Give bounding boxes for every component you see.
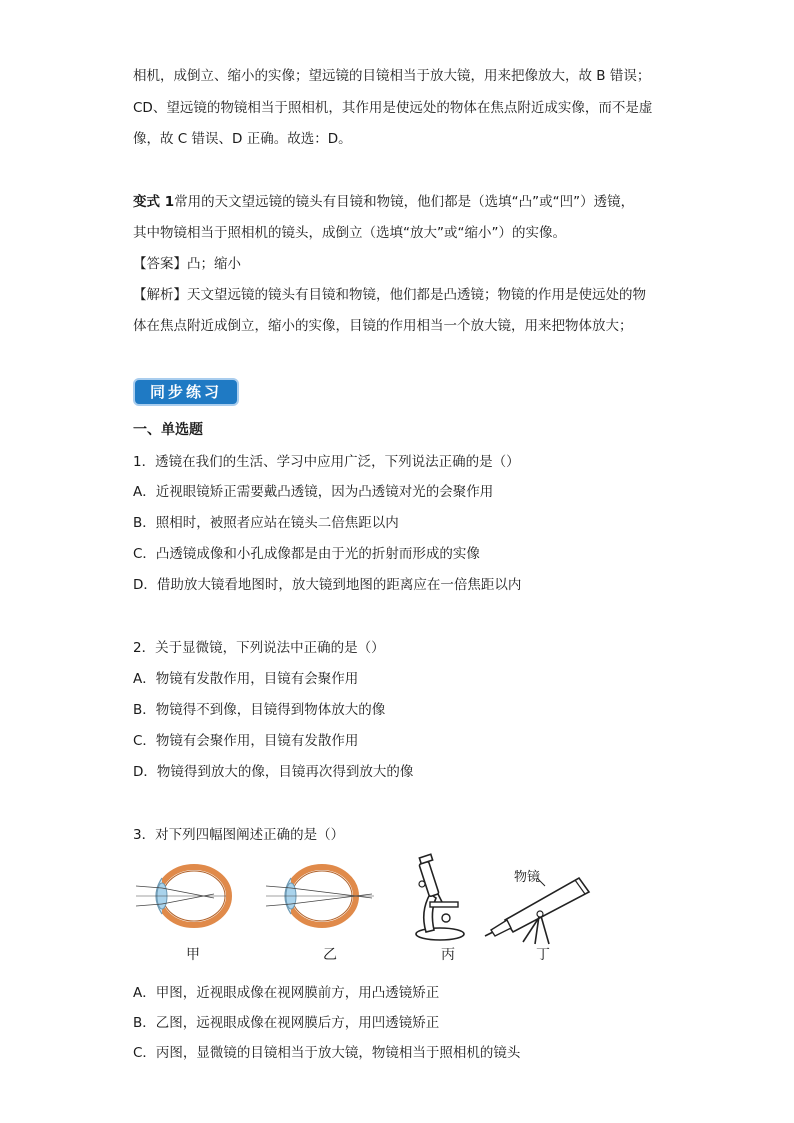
q2-stem: 2．关于显微镜，下列说法中正确的是（） xyxy=(133,640,385,656)
answer-label: 【答案】 xyxy=(133,256,187,272)
variant-line-1 xyxy=(133,192,634,212)
fig-label-jia: 甲 xyxy=(186,947,200,963)
answer-line xyxy=(133,254,241,274)
telescope-icon xyxy=(483,860,603,950)
q2-option-d: D．物镜得到放大的像，目镜再次得到放大的像 xyxy=(133,764,414,780)
q3-stem: 3．对下列四幅图阐述正确的是（） xyxy=(133,827,345,843)
q2-option-a: A．物镜有发散作用，目镜有会聚作用 xyxy=(133,671,359,687)
analysis-label: 【解析】 xyxy=(133,287,187,303)
q2-option-b: B．物镜得不到像，目镜得到物体放大的像 xyxy=(133,702,386,718)
analysis-text-1: 天文望远镜的镜头有目镜和物镜，他们都是凸透镜；物镜的作用是使远处的物 xyxy=(187,287,646,303)
eye-figure-jia xyxy=(136,858,236,938)
objective-lens-label: 物镜 xyxy=(514,870,541,885)
q3-option-a: A．甲图，近视眼成像在视网膜前方，用凸透镜矫正 xyxy=(133,985,440,1001)
fig-label-yi: 乙 xyxy=(323,947,337,963)
variant-label: 变式 1 xyxy=(133,194,175,210)
eye-figure-yi xyxy=(266,858,376,938)
fig-label-ding: 丁 xyxy=(536,947,550,963)
solution-line-1: 相机，成倒立、缩小的实像；望远镜的目镜相当于放大镜，用来把像放大，故 B 错误； xyxy=(133,68,651,84)
q1-stem: 1．透镜在我们的生活、学习中应用广泛，下列说法正确的是（） xyxy=(133,454,520,470)
section-title: 一、单选题 xyxy=(133,422,203,438)
q1-option-a: A．近视眼镜矫正需要戴凸透镜，因为凸透镜对光的会聚作用 xyxy=(133,484,494,500)
variant-line-2: 其中物镜相当于照相机的镜头，成倒立（选填“放大”或“缩小”）的实像。 xyxy=(133,225,566,241)
section-badge: 同步练习 xyxy=(133,378,239,406)
solution-line-2: CD、望远镜的物镜相当于照相机，其作用是使远处的物体在焦点附近成实像，而不是虚 xyxy=(133,100,653,116)
microscope-icon xyxy=(410,852,470,942)
variant-text-1: 常用的天文望远镜的镜头有目镜和物镜，他们都是（选填“凸”或“凹”）透镜， xyxy=(174,194,635,210)
q1-option-d: D．借助放大镜看地图时，放大镜到地图的距离应在一倍焦距以内 xyxy=(133,577,522,593)
q3-option-c: C．丙图，显微镜的目镜相当于放大镜，物镜相当于照相机的镜头 xyxy=(133,1045,521,1061)
fig-label-bing: 丙 xyxy=(441,947,455,963)
answer-text: 凸；缩小 xyxy=(187,256,241,272)
q2-option-c: C．物镜有会聚作用，目镜有发散作用 xyxy=(133,733,359,749)
solution-line-3: 像，故 C 错误、D 正确。故选：D。 xyxy=(133,131,352,147)
q3-option-b: B．乙图，远视眼成像在视网膜后方，用凹透镜矫正 xyxy=(133,1015,440,1031)
q1-option-c: C．凸透镜成像和小孔成像都是由于光的折射而形成的实像 xyxy=(133,546,480,562)
analysis-line-2: 体在焦点附近成倒立，缩小的实像，目镜的作用相当一个放大镜，用来把物体放大； xyxy=(133,318,633,334)
q1-option-b: B．照相时，被照者应站在镜头二倍焦距以内 xyxy=(133,515,399,531)
analysis-line-1 xyxy=(133,285,646,305)
